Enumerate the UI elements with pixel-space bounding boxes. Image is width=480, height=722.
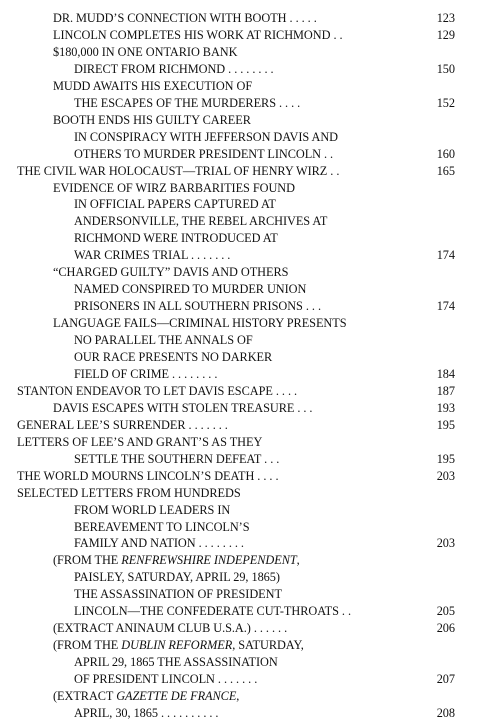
toc-entry [0, 653, 480, 671]
toc-entry-title: PRISONERS IN ALL SOUTHERN PRISONS . . . [74, 299, 321, 314]
toc-entry-page: 206 [436, 621, 455, 636]
toc-entry-title: THE CIVIL WAR HOLOCAUST—TRIAL OF HENRY WIRZ . . [17, 163, 340, 178]
toc-entry-title: “CHARGED GUILTY” DAVIS AND OTHERS [53, 265, 289, 280]
toc-entry-title: EVIDENCE OF WIRZ BARBARITIES FOUND [53, 180, 295, 195]
toc-entry-page: 195 [436, 451, 455, 466]
toc-entry-title: (EXTRACT GAZETTE DE FRANCE, [53, 689, 240, 703]
toc-entry-page: 195 [436, 417, 455, 432]
toc-entry [0, 246, 480, 264]
toc-entry-page: 152 [436, 95, 455, 110]
toc-entry-title: FROM WORLD LEADERS IN [74, 502, 231, 517]
toc-entry-title: MUDD AWAITS HIS EXECUTION OF [53, 78, 253, 93]
toc-entry-title: STANTON ENDEAVOR TO LET DAVIS ESCAPE . . . . [17, 383, 298, 398]
toc-entry-page: 174 [436, 248, 455, 263]
table-of-contents [0, 10, 480, 720]
toc-entry-title: FAMILY AND NATION . . . . . . . . [74, 536, 244, 551]
toc-entry [0, 704, 480, 722]
toc-entry-title: APRIL, 30, 1865 . . . . . . . . . . [74, 705, 219, 720]
toc-entry [0, 416, 480, 434]
toc-entry-title: SELECTED LETTERS FROM HUNDREDS [17, 485, 241, 500]
toc-entry-page: 184 [436, 366, 455, 381]
toc-entry-title: (EXTRACT ANINAUM CLUB U.S.A.) . . . . . . [53, 621, 288, 636]
toc-entry [0, 60, 480, 78]
toc-entry [0, 602, 480, 620]
toc-entry-title: NAMED CONSPIRED TO MURDER UNION [74, 282, 307, 297]
toc-entry-page: 205 [436, 604, 455, 619]
toc-entry [0, 212, 480, 230]
toc-entry [0, 128, 480, 146]
toc-entry [0, 145, 480, 163]
toc-entry [0, 195, 480, 213]
toc-entry [0, 111, 480, 129]
toc-entry-page: 207 [436, 672, 455, 687]
toc-entry [0, 94, 480, 112]
toc-entry [0, 670, 480, 688]
toc-entry [0, 331, 480, 349]
toc-entry [0, 619, 480, 637]
toc-entry [0, 687, 480, 705]
toc-entry [0, 551, 480, 569]
toc-entry [0, 179, 480, 197]
toc-entry-page: 174 [436, 299, 455, 314]
toc-entry [0, 297, 480, 315]
toc-entry [0, 518, 480, 536]
toc-entry [0, 534, 480, 552]
toc-entry-title: (FROM THE RENFREWSHIRE INDEPENDENT, [53, 553, 300, 568]
toc-entry-page: 160 [436, 146, 455, 161]
toc-entry [0, 399, 480, 417]
toc-entry [0, 280, 480, 298]
toc-entry-title: BOOTH ENDS HIS GUILTY CAREER [53, 112, 251, 127]
toc-entry [0, 263, 480, 281]
toc-entry-title: ANDERSONVILLE, THE REBEL ARCHIVES AT [74, 214, 328, 229]
toc-entry-page: 129 [436, 27, 455, 42]
italic-title: GAZETTE DE FRANCE [116, 689, 237, 703]
toc-entry-title: RICHMOND WERE INTRODUCED AT [74, 231, 278, 246]
toc-entry [0, 314, 480, 332]
toc-entry [0, 568, 480, 586]
toc-entry [0, 636, 480, 654]
toc-entry-title: LANGUAGE FAILS—CRIMINAL HISTORY PRESENTS [53, 316, 347, 331]
toc-entry [0, 9, 480, 27]
toc-entry-page: 193 [436, 400, 455, 415]
toc-entry-page: 123 [436, 11, 455, 25]
toc-entry [0, 467, 480, 485]
toc-entry-title: WAR CRIMES TRIAL . . . . . . . [74, 248, 231, 263]
toc-entry [0, 365, 480, 383]
toc-entry [0, 433, 480, 451]
toc-entry [0, 585, 480, 603]
toc-entry-title: FIELD OF CRIME . . . . . . . . [74, 366, 218, 381]
toc-entry [0, 501, 480, 519]
toc-entry-title: $180,000 IN ONE ONTARIO BANK [53, 44, 238, 59]
toc-entry-title: DAVIS ESCAPES WITH STOLEN TREASURE . . . [53, 400, 313, 415]
toc-entry-page: 203 [436, 536, 455, 551]
toc-entry-title: LINCOLN—THE CONFEDERATE CUT-THROATS . . [74, 604, 352, 619]
italic-title: DUBLIN REFORMER [121, 638, 233, 653]
toc-entry-page: 203 [436, 468, 455, 483]
toc-entry-title: BEREAVEMENT TO LINCOLN’S [74, 519, 250, 534]
toc-entry-title: DR. MUDD’S CONNECTION WITH BOOTH . . . . . [53, 11, 317, 25]
toc-entry-title: LINCOLN COMPLETES HIS WORK AT RICHMOND . . [53, 27, 343, 42]
toc-entry [0, 162, 480, 180]
toc-entry-page: 165 [436, 163, 455, 178]
toc-entry [0, 77, 480, 95]
toc-entry-title: GENERAL LEE’S SURRENDER . . . . . . . [17, 417, 228, 432]
toc-entry-title: SETTLE THE SOUTHERN DEFEAT . . . [74, 451, 280, 466]
toc-entry-title: OF PRESIDENT LINCOLN . . . . . . . [74, 672, 258, 687]
toc-entry-title: OUR RACE PRESENTS NO DARKER [74, 350, 273, 364]
toc-entry-page: 187 [436, 383, 455, 398]
toc-entry-page: 150 [436, 61, 455, 76]
toc-entry-title: PAISLEY, SATURDAY, APRIL 29, 1865) [74, 570, 280, 585]
toc-entry [0, 26, 480, 44]
toc-entry-title: THE WORLD MOURNS LINCOLN’S DEATH . . . . [17, 468, 279, 483]
toc-entry [0, 43, 480, 61]
toc-entry [0, 348, 480, 366]
toc-entry [0, 484, 480, 502]
toc-entry-title: THE ASSASSINATION OF PRESIDENT [74, 587, 282, 602]
toc-entry-title: OTHERS TO MURDER PRESIDENT LINCOLN . . [74, 146, 334, 161]
toc-entry-title: (FROM THE DUBLIN REFORMER, SATURDAY, [53, 638, 304, 653]
toc-entry [0, 450, 480, 468]
toc-entry-title: NO PARALLEL THE ANNALS OF [74, 333, 253, 348]
toc-entry-title: DIRECT FROM RICHMOND . . . . . . . . [74, 61, 274, 76]
toc-entry-title: IN CONSPIRACY WITH JEFFERSON DAVIS AND [74, 129, 339, 144]
toc-entry [0, 229, 480, 247]
toc-entry-title: APRIL 29, 1865 THE ASSASSINATION [74, 655, 278, 670]
toc-entry-title: THE ESCAPES OF THE MURDERERS . . . . [74, 95, 301, 110]
toc-entry [0, 382, 480, 400]
toc-entry-title: IN OFFICIAL PAPERS CAPTURED AT [74, 197, 276, 212]
italic-title: RENFREWSHIRE INDEPENDENT [121, 553, 297, 568]
toc-entry-title: LETTERS OF LEE’S AND GRANT’S AS THEY [17, 434, 263, 449]
toc-entry-page: 208 [436, 705, 455, 720]
